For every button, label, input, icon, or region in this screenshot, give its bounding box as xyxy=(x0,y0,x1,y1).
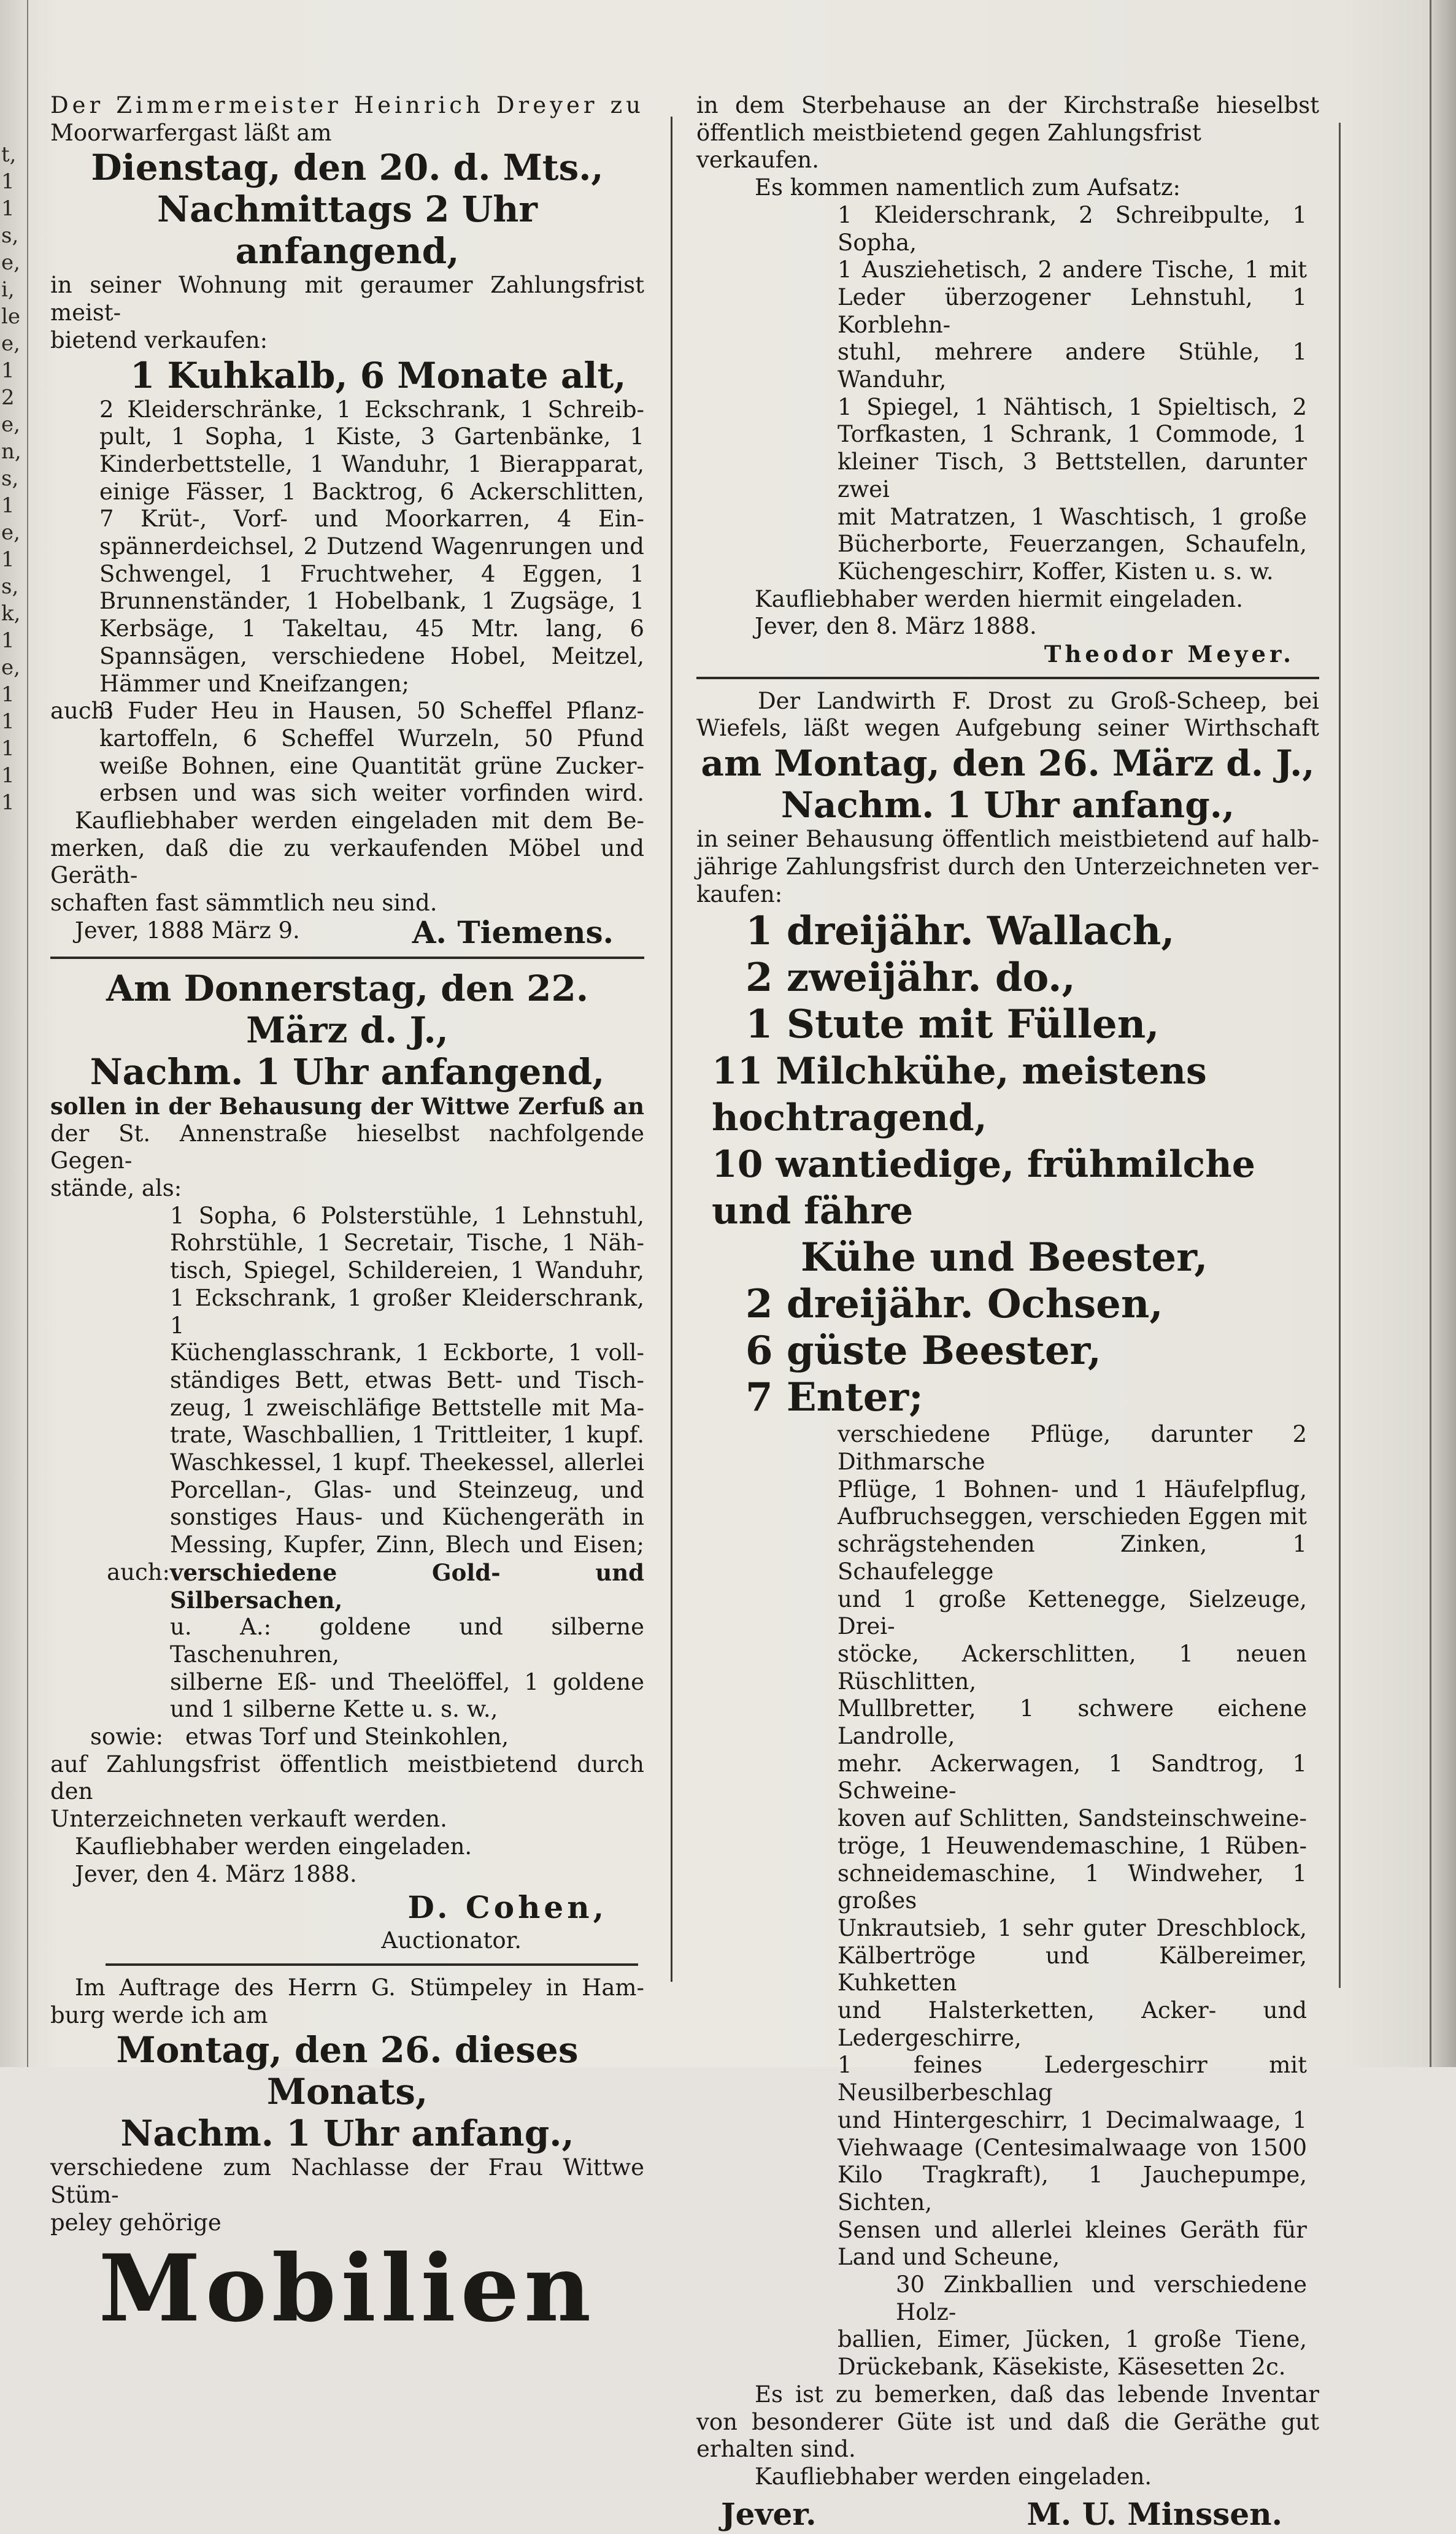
remark-line: von besonderer Güte ist und daß die Geräthe gut xyxy=(696,2408,1319,2435)
item-line: Kerbsäge, 1 Takeltau, 45 Mtr. lang, 6 xyxy=(99,615,644,642)
place: Jever. xyxy=(721,2495,817,2532)
item-line: Rohrstühle, 1 Secretair, Tische, 1 Näh- xyxy=(170,1230,644,1257)
item-line: Sensen und allerlei kleines Geräth für xyxy=(838,2216,1307,2243)
item-line: Bücherborte, Feuerzangen, Schaufeln, xyxy=(838,531,1307,558)
margin-fragment: e, xyxy=(1,331,20,356)
ad-text-line: sollen in der Behausung der Wittwe Zerfuß an xyxy=(50,1092,644,1120)
ad-intro-line: Moorwarfergast läßt am xyxy=(50,119,332,146)
as-well-text: etwas Torf und Steinkohlen, xyxy=(185,1723,509,1750)
margin-fragment: 2 xyxy=(1,385,15,410)
item-line: Viehwaage (Centesimalwaage von 1500 xyxy=(838,2134,1307,2161)
signature-title: Auctionator. xyxy=(381,1927,522,1954)
item-line: u. A.: goldene und silberne Taschenuhren, xyxy=(170,1614,644,1668)
margin-fragment: 1 xyxy=(1,682,15,707)
item-line: koven auf Schlitten, Sandsteinschweine- xyxy=(838,1805,1307,1832)
item-line: trate, Waschballien, 1 Trittleiter, 1 kupf. xyxy=(170,1422,644,1449)
item-line: 7 Krüt-, Vorf- und Moorkarren, 4 Ein- xyxy=(99,506,644,533)
ad-headline-mobilien: Mobilien xyxy=(98,2235,596,2343)
ad-intro-line: Im Auftrage des Herrn G. Stümpeley in Ham- xyxy=(75,1974,644,2001)
ad-stuempeley xyxy=(50,1974,644,2341)
ad-text-line: stände, als: xyxy=(50,1174,182,1201)
item-line: Messing, Kupfer, Zinn, Blech und Eisen; xyxy=(170,1531,644,1558)
item-line: Mullbretter, 1 schwere eichene Landrolle, xyxy=(838,1695,1307,1750)
item-line: Kinderbettstelle, 1 Wanduhr, 1 Bierapparat, xyxy=(99,450,644,477)
item-line: 1 Eckschrank, 1 großer Kleiderschrank, 1 xyxy=(170,1284,644,1339)
item-line: weiße Bohnen, eine Quantität grüne Zucker- xyxy=(99,752,644,779)
auction-date: Dienstag, den 20. d. Mts., xyxy=(91,147,604,189)
margin-fragment: 1 xyxy=(1,358,15,383)
margin-fragment: s, xyxy=(1,223,19,248)
also-label: auch: xyxy=(107,1558,170,1585)
item-line: 2 Kleiderschränke, 1 Eckschrank, 1 Schreib- xyxy=(99,396,644,423)
livestock-line: Kühe und Beester, xyxy=(801,1234,1208,1281)
as-well-block xyxy=(50,1723,644,1751)
item-line: stuhl, mehrere andere Stühle, 1 Wanduhr, xyxy=(838,339,1307,393)
item-line: erbsen und was sich weiter vorfinden wird. xyxy=(99,780,644,807)
left-margin-fragments xyxy=(0,0,28,2067)
item-line: einige Fässer, 1 Backtrog, 6 Ackerschlitten, xyxy=(99,478,644,505)
item-line: Hämmer und Kneifzangen; xyxy=(99,670,410,697)
ad-text-line: peley gehörige xyxy=(50,2209,221,2236)
margin-fragment: i, xyxy=(1,277,15,302)
ad-text-line: der St. Annenstraße hieselbst nachfolgende Gegen- xyxy=(50,1120,644,1174)
place-date: Jever, 1888 März 9. xyxy=(75,917,300,944)
item-line: Küchengeschirr, Koffer, Kisten u. s. w. xyxy=(838,558,1274,585)
item-line: mit Matratzen, 1 Waschtisch, 1 große xyxy=(838,503,1307,530)
page-edge xyxy=(1430,0,1456,2067)
auction-date: am Montag, den 26. März d. J., xyxy=(701,742,1315,785)
ad-intro-line: Der Zimmermeister Heinrich Dreyer zu xyxy=(50,92,644,118)
ad-cohen xyxy=(50,968,644,1955)
margin-fragment: 1 xyxy=(1,763,15,788)
ad-text-line: jährige Zahlungsfrist durch den Unterzeichneten ver- xyxy=(696,853,1319,880)
item-line: verschiedene Gold- und Silbersachen, xyxy=(170,1558,644,1614)
livestock-line: 11 Milchkühe, meistens hochtragend, xyxy=(712,1050,1207,1140)
item-line: schrägstehenden Zinken, 1 Schaufelegge xyxy=(838,1531,1307,1585)
also-block xyxy=(50,1559,644,1723)
item-line: 1 Sopha, 6 Polsterstühle, 1 Lehnstuhl, xyxy=(170,1202,644,1229)
ad-text-line: kaufen: xyxy=(696,880,783,907)
ad-footer xyxy=(50,914,644,950)
margin-fragment: le xyxy=(1,304,20,329)
margin-fragment: 1 xyxy=(1,790,15,815)
ad-text-line: in dem Sterbehause an der Kirchstraße hieselbst xyxy=(696,92,1319,118)
livestock-line: 10 wantiedige, frühmilche und fähre xyxy=(712,1143,1255,1233)
margin-fragment: e, xyxy=(1,250,20,275)
auction-time: Nachm. 1 Uhr anfang., xyxy=(120,2112,574,2155)
margin-fragment: t, xyxy=(1,142,17,167)
item-line: ballien, Eimer, Jücken, 1 große Tiene, xyxy=(838,2326,1307,2353)
note-line: schaften fast sämmtlich neu sind. xyxy=(50,890,437,917)
as-well-label: sowie: xyxy=(90,1723,164,1750)
ad-intro-line: burg werde ich am xyxy=(50,2001,268,2028)
margin-fragment: 1 xyxy=(1,493,15,518)
ad-footer xyxy=(696,2495,1319,2534)
margin-fragment: 1 xyxy=(1,196,15,221)
invite-line: Kaufliebhaber werden eingeladen. xyxy=(75,1833,472,1860)
item-line: Kälbertröge und Kälbereimer, Kuhketten xyxy=(838,1942,1307,1997)
item-line: 30 Zinkballien und verschiedene Holz- xyxy=(896,2271,1307,2325)
item-line: 1 feines Ledergeschirr mit Neusilberbeschlag xyxy=(838,2052,1307,2106)
margin-fragment: e, xyxy=(1,520,20,545)
remark-line: erhalten sind. xyxy=(696,2436,856,2463)
item-line: Torfkasten, 1 Schrank, 1 Commode, 1 xyxy=(838,421,1307,448)
item-line: und Hintergeschirr, 1 Decimalwaage, 1 xyxy=(838,2106,1307,2133)
right-edge-rule xyxy=(1339,123,1341,1988)
item-line: Leder überzogener Lehnstuhl, 1 Korblehn- xyxy=(838,283,1307,338)
ad-dreyer xyxy=(50,92,644,948)
item-line: Pflüge, 1 Bohnen- und 1 Häufelpflug, xyxy=(838,1476,1307,1503)
ad-text-line: verschiedene zum Nachlasse der Frau Wittwe Stüm- xyxy=(50,2154,644,2209)
item-line: Brunnenständer, 1 Hobelbank, 1 Zugsäge, 1 xyxy=(99,588,644,615)
auction-time: Nachm. 1 Uhr anfangend, xyxy=(90,1050,605,1093)
margin-fragment: e, xyxy=(1,655,20,680)
item-line: pult, 1 Sopha, 1 Kiste, 3 Gartenbänke, 1 xyxy=(99,423,644,450)
item-line: Schwengel, 1 Fruchtweher, 4 Eggen, 1 xyxy=(99,560,644,587)
right-column xyxy=(696,92,1319,2532)
item-line: und 1 große Kettenegge, Sielzeuge, Drei- xyxy=(838,1585,1307,1640)
livestock-line: 2 dreijähr. Ochsen, xyxy=(745,1281,1163,1328)
livestock-line: 1 Stute mit Füllen, xyxy=(745,1001,1160,1048)
item-line: verschiedene Pflüge, darunter 2 Dithmarsche xyxy=(838,1421,1307,1475)
ad-intro-line: Der Landwirth F. Drost zu Groß-Scheep, bei xyxy=(758,687,1319,714)
margin-fragment: e, xyxy=(1,412,20,437)
item-line: 1 Spiegel, 1 Nähtisch, 1 Spieltisch, 2 xyxy=(838,393,1307,420)
item-line: ständiges Bett, etwas Bett- und Tisch- xyxy=(170,1366,644,1393)
item-list xyxy=(50,396,644,698)
margin-fragment: 1 xyxy=(1,736,15,761)
ad-divider xyxy=(106,1963,638,1966)
item-list-2 xyxy=(696,2271,1319,2381)
item-line: Kilo Tragkraft), 1 Jauchepumpe, Sichten, xyxy=(838,2162,1307,2216)
ad-headline: 1 Kuhkalb, 6 Monate alt, xyxy=(130,354,626,396)
ad-text-line: bietend verkaufen: xyxy=(50,326,268,353)
auction-time: Nachm. 1 Uhr anfang., xyxy=(780,784,1235,826)
item-line: stöcke, Ackerschlitten, 1 neuen Rüschlitten, xyxy=(838,1640,1307,1695)
ad-text-line: in seiner Behausung öffentlich meistbietend auf halb- xyxy=(696,826,1319,853)
column-divider xyxy=(671,117,672,1982)
place-date: Jever, den 4. März 1888. xyxy=(75,1860,357,1887)
item-line: tröge, 1 Heuwendemaschine, 1 Rüben- xyxy=(838,1832,1307,1859)
item-line: Küchenglasschrank, 1 Eckborte, 1 voll- xyxy=(170,1339,644,1366)
item-list xyxy=(50,1203,644,1559)
signature: A. Tiemens. xyxy=(412,914,614,950)
ad-drost xyxy=(696,688,1319,2534)
auction-time: Nachmittags 2 Uhr anfangend, xyxy=(157,188,537,272)
item-line: kleiner Tisch, 3 Bettstellen, darunter zwei xyxy=(838,449,1307,503)
item-line: spännerdeichsel, 2 Dutzend Wagenrungen und xyxy=(99,533,644,560)
item-line: Waschkessel, 1 kupf. Theekessel, allerlei xyxy=(170,1449,644,1476)
item-line: Drückebank, Käsekiste, Käsesetten 2c. xyxy=(838,2354,1286,2381)
livestock-line: 2 zweijähr. do., xyxy=(745,955,1076,1001)
margin-fragment: 1 xyxy=(1,547,15,572)
ad-intro-line: Wiefels, läßt wegen Aufgebung seiner Wirthschaft xyxy=(696,715,1319,742)
item-line: kartoffeln, 6 Scheffel Wurzeln, 50 Pfund xyxy=(99,725,644,752)
item-line: silberne Eß- und Theelöffel, 1 goldene xyxy=(170,1668,644,1695)
remark-line: Es ist zu bemerken, daß das lebende Inventar xyxy=(755,2381,1319,2408)
margin-fragment: 1 xyxy=(1,169,15,194)
ad-stuempeley-continued xyxy=(696,92,1319,668)
item-line: Porcellan-, Glas- und Steinzeug, und xyxy=(170,1476,644,1503)
auction-date: Am Donnerstag, den 22. März d. J., xyxy=(106,967,589,1051)
livestock-line: 6 güste Beester, xyxy=(745,1328,1101,1374)
also-label: auch: xyxy=(50,698,114,725)
ad-divider xyxy=(696,677,1319,679)
item-line: sonstiges Haus- und Küchengeräth in xyxy=(170,1504,644,1531)
signature: Theodor Meyer. xyxy=(1044,641,1295,668)
note-line: Kaufliebhaber werden eingeladen mit dem Be- xyxy=(75,807,644,834)
item-line: und Halsterketten, Acker- und Ledergeschirre, xyxy=(838,1997,1307,2051)
invite-line: Kaufliebhaber werden eingeladen. xyxy=(755,2463,1152,2490)
item-line: Unkrautsieb, 1 sehr guter Dreschblock, xyxy=(838,1914,1307,1941)
lead-line: Es kommen namentlich zum Aufsatz: xyxy=(755,174,1181,201)
livestock-line: 1 dreijähr. Wallach, xyxy=(745,908,1175,955)
also-block xyxy=(50,698,644,807)
ad-text-line: Unterzeichneten verkauft werden. xyxy=(50,1806,447,1833)
ad-divider xyxy=(50,957,644,959)
livestock-list xyxy=(696,908,1319,1421)
margin-fragment: 1 xyxy=(1,628,15,653)
item-list xyxy=(696,1421,1319,2271)
ad-text-line: auf Zahlungsfrist öffentlich meistbietend durch den xyxy=(50,1750,644,1805)
note-line: merken, daß die zu verkaufenden Möbel und Geräth- xyxy=(50,834,644,889)
margin-fragment: n, xyxy=(1,439,21,464)
signature: M. U. Minssen. xyxy=(1027,2495,1282,2532)
item-line: 1 Kleiderschrank, 2 Schreibpulte, 1 Sopha, xyxy=(838,201,1307,256)
ad-text-line: öffentlich meistbietend gegen Zahlungsfrist verkaufen. xyxy=(696,119,1201,174)
item-line: 3 Fuder Heu in Hausen, 50 Scheffel Pflanz- xyxy=(99,698,644,725)
livestock-line: 7 Enter; xyxy=(745,1374,923,1421)
item-line: 1 Ausziehetisch, 2 andere Tische, 1 mit xyxy=(838,256,1307,283)
left-column xyxy=(50,92,644,2343)
item-line: und 1 silberne Kette u. s. w., xyxy=(170,1696,498,1723)
auction-date: Montag, den 26. dieses Monats, xyxy=(116,2029,579,2113)
item-line: Land und Scheune, xyxy=(838,2244,1060,2271)
item-line: zeug, 1 zweischläfige Bettstelle mit Ma- xyxy=(170,1394,644,1421)
signature: D. Cohen, xyxy=(407,1889,607,1926)
item-line: Aufbruchseggen, verschieden Eggen mit xyxy=(838,1503,1307,1530)
margin-fragment: k, xyxy=(1,601,21,626)
item-line: Spannsägen, verschiedene Hobel, Meitzel, xyxy=(99,642,644,669)
ad-text-line: in seiner Wohnung mit geraumer Zahlungsfrist meist- xyxy=(50,272,644,326)
margin-fragment: s, xyxy=(1,574,19,599)
item-line: tisch, Spiegel, Schildereien, 1 Wanduhr, xyxy=(170,1257,644,1284)
place-date: Jever, den 8. März 1888. xyxy=(755,613,1037,640)
margin-fragment: 1 xyxy=(1,709,15,734)
item-line: schneidemaschine, 1 Windweher, 1 großes xyxy=(838,1860,1307,1914)
item-list xyxy=(696,202,1319,586)
item-line: mehr. Ackerwagen, 1 Sandtrog, 1 Schweine- xyxy=(838,1750,1307,1804)
invite-line: Kaufliebhaber werden hiermit eingeladen. xyxy=(755,585,1243,612)
margin-fragment: s, xyxy=(1,466,19,491)
